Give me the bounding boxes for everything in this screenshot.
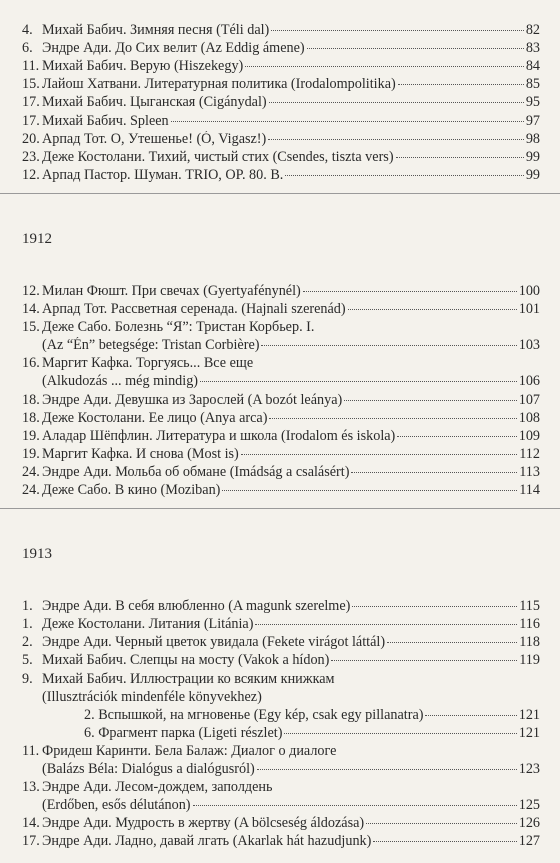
page-number: 84 — [525, 58, 540, 75]
toc-entry — [22, 815, 540, 832]
section-divider — [0, 508, 560, 509]
page-number: 119 — [519, 652, 540, 669]
year-heading: 1912 — [22, 230, 52, 247]
dot-leader — [331, 660, 517, 661]
entry-number: 2. — [22, 634, 33, 651]
entry-title: Михай Бабич. Иллюстрации ко всяким книжкам — [42, 670, 335, 687]
dot-leader — [261, 345, 516, 346]
dot-leader — [352, 606, 517, 607]
page-number: 99 — [525, 148, 540, 165]
entry-number: 19. — [22, 445, 40, 462]
entry-title: Эндре Ади. До Сих велит (Az Eddig ámene) — [42, 40, 305, 57]
entry-number: 12. — [22, 166, 40, 183]
entry-title: Деже Сабо. В кино (Moziban) — [42, 482, 221, 498]
dot-leader — [366, 823, 517, 824]
entry-title: Деже Костолани. Литания (Litánia) — [42, 616, 254, 633]
page-number: 83 — [525, 40, 540, 57]
toc-entry — [22, 464, 540, 481]
entry-title: Эндре Ади. Девушка из Зарослей (A bozót leánya) — [42, 391, 343, 408]
toc-entry — [22, 58, 540, 75]
page-number: 114 — [519, 482, 540, 498]
dot-leader — [241, 454, 517, 455]
toc-entry — [22, 482, 540, 499]
entry-title: Фридеш Каринти. Бела Балаж: Диалог о диалоге — [42, 742, 337, 759]
entry-title: (Erdőben, esős délutánon) — [42, 797, 191, 814]
toc-entry — [22, 671, 540, 688]
dot-leader — [397, 436, 516, 437]
toc-entry — [22, 301, 540, 318]
entry-number: 15. — [22, 76, 40, 93]
page-number: 82 — [525, 22, 540, 38]
entry-title: 2. Вспышкой, на мгновенье (Egy kép, csak egy pillanatra) — [84, 706, 424, 723]
toc-entry — [22, 131, 540, 148]
entry-number: 14. — [22, 815, 40, 832]
toc-entry — [22, 779, 540, 796]
dot-leader — [398, 84, 524, 85]
entry-number: 11. — [22, 58, 40, 75]
entry-title: Михай Бабич. Цыганская (Cigánydal) — [42, 94, 267, 111]
entry-number: 24. — [22, 482, 40, 498]
dot-leader — [387, 642, 517, 643]
toc-entry — [22, 446, 540, 463]
entry-title: (Balázs Béla: Dialógus a dialógusról) — [42, 761, 255, 777]
dot-leader — [222, 490, 517, 491]
page-number: 123 — [518, 761, 540, 777]
entry-title: Эндре Ади. Лесом-дождем, заполдень — [42, 779, 273, 796]
entry-number: 20. — [22, 130, 40, 147]
entry-title: Эндре Ади. Черный цветок увидала (Fekete virágot láttál) — [42, 634, 386, 651]
dot-leader — [255, 624, 517, 625]
page-number: 106 — [518, 373, 540, 390]
toc-entry — [22, 40, 540, 57]
page-number: 101 — [518, 301, 540, 317]
entry-title: Михай Бабич. Верую (Hiszekegy) — [42, 58, 244, 75]
toc-entry — [22, 410, 540, 427]
dot-leader — [171, 121, 524, 122]
dot-leader — [348, 309, 517, 310]
entry-title: (Az “Én” betegsége: Tristan Corbière) — [42, 337, 260, 354]
entry-number: 17. — [22, 112, 40, 129]
dot-leader — [351, 472, 517, 473]
page-number: 107 — [518, 391, 540, 408]
toc-entry — [22, 319, 540, 336]
entry-number: 4. — [22, 22, 33, 38]
dot-leader — [425, 715, 516, 716]
entry-title: Деже Костолани. Тихий, чистый стих (Csendes, tiszta vers) — [42, 148, 394, 165]
entry-number: 5. — [22, 652, 33, 669]
entry-number: 9. — [22, 670, 33, 687]
page-number: 112 — [519, 445, 540, 462]
page-number: 85 — [525, 76, 540, 93]
entry-title: Лайош Хатвани. Литературная политика (Irodalompolitika) — [42, 76, 396, 93]
entry-number: 12. — [22, 282, 40, 299]
toc-entry — [22, 94, 540, 111]
dot-leader — [303, 291, 517, 292]
entry-title: Эндре Ади. Ладно, давай лгать (Akarlak hát hazudjunk) — [42, 833, 372, 850]
entry-title: 6. Фрагмент парка (Ligeti részlet) — [84, 724, 283, 741]
entry-title: Михай Бабич. Spleen — [42, 112, 169, 129]
toc-entry — [22, 392, 540, 409]
page-number: 118 — [519, 634, 540, 651]
entry-number: 19. — [22, 427, 40, 444]
page-number: 116 — [519, 616, 540, 633]
toc-entry — [22, 634, 540, 651]
toc-entry — [22, 743, 540, 760]
entry-title: (Illusztrációk mindenféle könyvekhez) — [42, 688, 262, 705]
toc-entry — [22, 689, 540, 706]
entry-number: 15. — [22, 319, 40, 336]
entry-number: 1. — [22, 598, 33, 615]
page-number: 121 — [518, 724, 540, 741]
entry-title: Эндре Ади. Мудрость в жертву (A bölcseség áldozása) — [42, 815, 365, 832]
dot-leader — [396, 157, 524, 158]
entry-title: Арпад Пастор. Шуман. TRIO, OP. 80. B. — [42, 166, 284, 183]
page-number: 103 — [518, 337, 540, 354]
toc-entry — [22, 355, 540, 372]
entry-number: 18. — [22, 391, 40, 408]
toc-entry — [22, 337, 540, 354]
entry-title: Арпад Тот. Рассветная серенада. (Hajnali szerenád) — [42, 301, 346, 317]
entry-title: Деже Костолани. Ее лицо (Anya arca) — [42, 409, 268, 426]
page-number: 108 — [518, 409, 540, 426]
entry-number: 14. — [22, 301, 40, 317]
entry-title: Аладар Шёпфлин. Литература и школа (Irodalom és iskola) — [42, 427, 396, 444]
entry-number: 6. — [22, 40, 33, 57]
dot-leader — [268, 139, 524, 140]
dot-leader — [269, 102, 524, 103]
entry-number: 24. — [22, 463, 40, 480]
entry-title: Маргит Кафка. Торгуясь... Все еще — [42, 355, 254, 372]
toc-entry — [22, 833, 540, 850]
section-divider — [0, 193, 560, 194]
entry-number: 17. — [22, 94, 40, 111]
page-number: 109 — [518, 427, 540, 444]
entry-title: Милан Фюшт. При свечах (Gyertyafénynél) — [42, 282, 301, 299]
page-number: 125 — [518, 797, 540, 814]
entry-number: 11. — [22, 742, 40, 759]
page-number: 127 — [518, 833, 540, 850]
entry-title: Михай Бабич. Слепцы на мосту (Vakok a hídon) — [42, 652, 330, 669]
entry-title: Эндре Ади. Мольба об обмане (Imádság a csalásért) — [42, 463, 350, 480]
page-number: 98 — [525, 130, 540, 147]
dot-leader — [271, 30, 524, 31]
entry-number: 13. — [22, 779, 40, 796]
dot-leader — [285, 175, 523, 176]
dot-leader — [245, 66, 524, 67]
entry-title: Деже Сабо. Болезнь “Я”: Тристан Корбьер. I. — [42, 319, 315, 336]
dot-leader — [269, 418, 516, 419]
year-heading: 1913 — [22, 546, 52, 563]
page-number: 99 — [525, 166, 540, 183]
dot-leader — [257, 769, 517, 770]
toc-entry — [22, 113, 540, 130]
entry-number: 16. — [22, 355, 40, 372]
toc-entry — [22, 428, 540, 445]
toc-entry — [22, 373, 540, 390]
entry-title: Арпад Тот. О, Утешенье! (Ó, Vigasz!) — [42, 130, 267, 147]
entry-number: 18. — [22, 409, 40, 426]
toc-entry — [22, 598, 540, 615]
page-number: 115 — [519, 598, 540, 615]
page-number: 126 — [518, 815, 540, 832]
toc-entry — [22, 22, 540, 39]
page-number: 97 — [525, 112, 540, 129]
toc-entry — [22, 707, 540, 724]
toc-entry — [22, 616, 540, 633]
page-number: 113 — [519, 463, 540, 480]
toc-entry — [22, 167, 540, 184]
page-number: 100 — [518, 282, 540, 299]
toc-entry — [22, 652, 540, 669]
toc-entry — [22, 76, 540, 93]
entry-title: (Alkudozás ... még mindig) — [42, 373, 199, 390]
toc-entry — [22, 283, 540, 300]
toc-entry — [22, 797, 540, 814]
toc-entry — [22, 149, 540, 166]
entry-number: 1. — [22, 616, 33, 633]
dot-leader — [307, 48, 524, 49]
dot-leader — [193, 805, 517, 806]
entry-title: Эндре Ади. В себя влюбленно (A magunk szerelme) — [42, 598, 351, 615]
entry-number: 17. — [22, 833, 40, 850]
dot-leader — [200, 381, 517, 382]
page-number: 95 — [525, 94, 540, 111]
entry-number: 23. — [22, 148, 40, 165]
dot-leader — [373, 841, 516, 842]
toc-entry — [22, 761, 540, 778]
entry-title: Михай Бабич. Зимняя песня (Téli dal) — [42, 22, 270, 38]
toc-entry — [22, 725, 540, 742]
dot-leader — [344, 400, 517, 401]
dot-leader — [284, 733, 516, 734]
entry-title: Маргит Кафка. И снова (Most is) — [42, 445, 239, 462]
page-number: 121 — [518, 706, 540, 723]
